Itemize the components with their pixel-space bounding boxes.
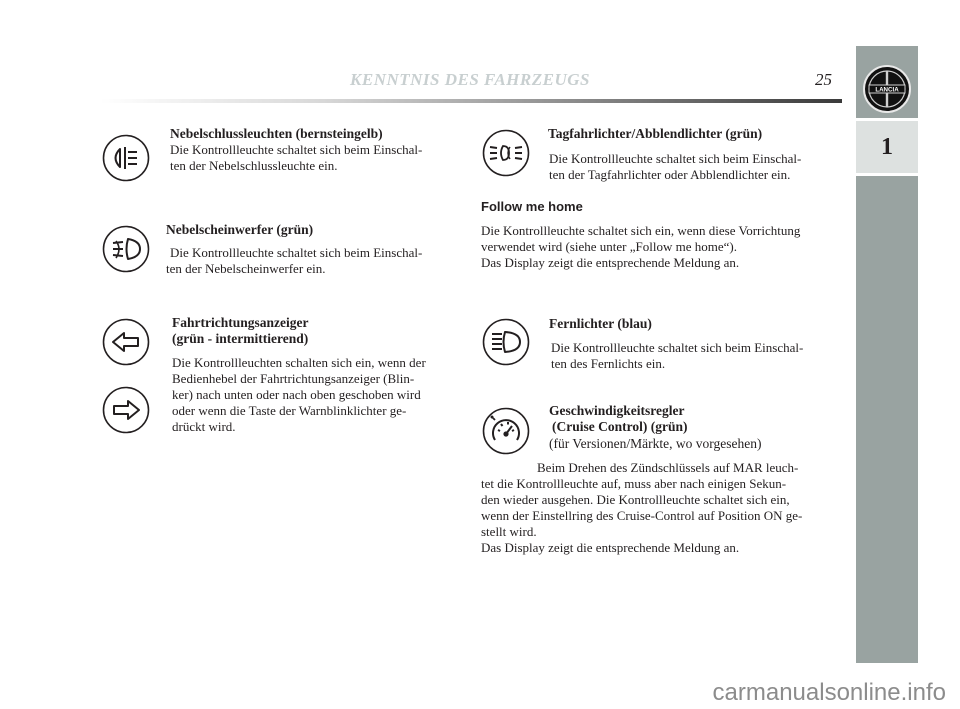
running-header-title: KENNTNIS DES FAHRZEUGS <box>350 70 590 89</box>
day-lights-heading: Tagfahrlichter/Abblendlichter (grün) <box>548 126 763 141</box>
front-fog-light-icon <box>102 225 150 273</box>
chapter-number: 1 <box>881 134 893 160</box>
header-rule <box>100 99 842 103</box>
cruise-heading-line-1: Geschwindigkeitsregler <box>549 403 685 418</box>
front-fog-heading: Nebelscheinwerfer (grün) <box>166 222 314 237</box>
chapter-marker[interactable] <box>856 118 918 176</box>
follow-me-text-line-3: Das Display zeigt die entsprechende Meldung an. <box>481 255 740 270</box>
watermark: carmanualsonline.info <box>712 679 946 706</box>
daytime-dipped-lights-icon <box>482 129 530 177</box>
cruise-text-line-3: den wieder ausgehen. Die Kontrollleuchte schaltet sich ein, <box>481 492 790 507</box>
cruise-text-line-4: wenn der Einstellring des Cruise-Control auf Position ON ge- <box>481 508 803 523</box>
cruise-heading-line-2: (Cruise Control) (grün) <box>552 419 688 434</box>
rear-fog-text-line-2: ten der Nebelschlussleuchte ein. <box>170 158 338 173</box>
high-beam-icon <box>482 318 530 366</box>
turn-heading-line-1: Fahrtrichtungsanzeiger <box>172 315 309 330</box>
turn-text-line-3: ker) nach unten oder nach oben geschoben wird <box>172 387 421 402</box>
turn-text-line-5: drückt wird. <box>172 419 236 434</box>
rear-fog-text-line-1: Die Kontrollleuchte schaltet sich beim Einschal- <box>170 142 423 157</box>
turn-right-arrow-icon <box>102 386 150 434</box>
turn-left-arrow-icon <box>102 318 150 366</box>
cruise-text-line-5: stellt wird. <box>481 524 537 539</box>
page-number: 25 <box>815 70 832 89</box>
cruise-text-line-2: tet die Kontrollleuchte auf, muss aber nach einigen Sekun- <box>481 476 787 491</box>
front-fog-text-line-2: ten der Nebelscheinwerfer ein. <box>166 261 326 276</box>
front-fog-text-line-1: Die Kontrollleuchte schaltet sich beim Einschal- <box>170 245 423 260</box>
rear-fog-heading: Nebelschlussleuchten (bernsteingelb) <box>170 126 383 141</box>
cruise-text-line-6: Das Display zeigt die entsprechende Meldung an. <box>481 540 740 555</box>
cruise-text-line-1: Beim Drehen des Zündschlüssels auf MAR leuch- <box>537 460 799 475</box>
cruise-availability-note: (für Versionen/Märkte, wo vorgesehen) <box>549 436 762 451</box>
turn-text-line-4: oder wenn die Taste der Warnblinklichter ge- <box>172 403 407 418</box>
turn-text-line-2: Bedienhebel der Fahrtrichtungsanzeiger (Blin- <box>172 371 415 386</box>
cruise-control-icon <box>482 407 530 455</box>
rear-fog-light-icon <box>102 134 150 182</box>
svg-text:LANCIA: LANCIA <box>875 86 899 94</box>
turn-heading-line-2: (grün - intermittierend) <box>172 331 309 346</box>
turn-text-line-1: Die Kontrollleuchten schalten sich ein, wenn der <box>172 355 426 370</box>
follow-me-home-heading: Follow me home <box>481 199 583 214</box>
high-beam-text-line-2: ten des Fernlichts ein. <box>551 356 666 371</box>
lancia-logo-icon <box>861 63 913 120</box>
follow-me-text-line-2: verwendet wird (siehe unter „Follow me home“). <box>481 239 737 254</box>
high-beam-text-line-1: Die Kontrollleuchte schaltet sich beim Einschal- <box>551 340 804 355</box>
day-lights-text-line-2: ten der Tagfahrlichter oder Abblendlichter ein. <box>549 167 791 182</box>
follow-me-text-line-1: Die Kontrollleuchte schaltet sich ein, wenn diese Vorrichtung <box>481 223 801 238</box>
high-beam-heading: Fernlichter (blau) <box>549 316 652 331</box>
day-lights-text-line-1: Die Kontrollleuchte schaltet sich beim Einschal- <box>549 151 802 166</box>
